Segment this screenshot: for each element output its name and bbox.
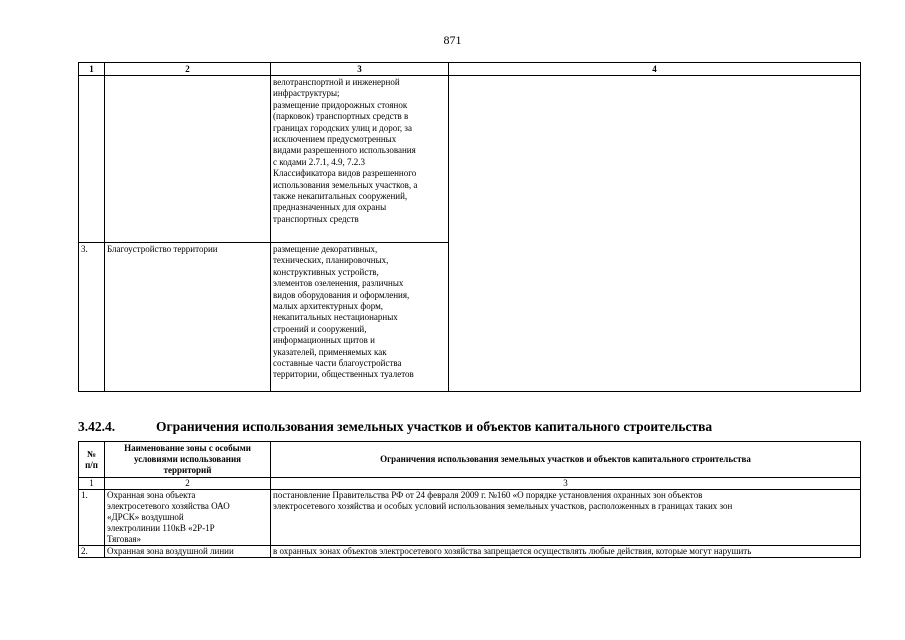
section-title: Ограничения использования земельных участков и объектов капитального строительства bbox=[156, 419, 713, 434]
header-restrictions: Ограничения использования земельных участков и объектов капитального строительства bbox=[271, 442, 861, 478]
column-number-row bbox=[79, 63, 861, 76]
zone-name: Охранная зона воздушной линии bbox=[105, 546, 271, 558]
column-number: 1 bbox=[79, 478, 105, 490]
table-row bbox=[79, 546, 861, 558]
column-number: 3 bbox=[271, 63, 449, 76]
column-number: 1 bbox=[79, 63, 105, 76]
page-number: 871 bbox=[443, 33, 462, 47]
header-number: № п/п bbox=[79, 442, 105, 478]
row-number: 1. bbox=[79, 490, 105, 546]
column-number-row bbox=[79, 478, 861, 490]
header-zone: Наименование зоны с особыми условиями использования территорий bbox=[105, 442, 271, 478]
land-use-table bbox=[78, 62, 861, 392]
use-type-description: размещение декоративных, технических, планировочных, конструктивных устройств, элементов озеленения, различных видов оборудования и оформления, малых архитектурных форм, некапитальных нестационарных строений и сооружений, информационных щитов и указателей, применяемых как составные части благоустройства территории, общественных туалетов bbox=[271, 243, 449, 392]
restriction-text: постановление Правительства РФ от 24 февраля 2009 г. №160 «О порядке установления охранных зон объектов электросетевого хозяйства и особых условий использования земельных участков, расположенных в границах таких зон bbox=[271, 490, 861, 546]
header-row bbox=[79, 442, 861, 478]
zone-name: Охранная зона объекта электросетевого хозяйства ОАО «ДРСК» воздушной электролинии 110кВ «2Р-1Р Тяговая» bbox=[105, 490, 271, 546]
restriction-text: в охранных зонах объектов электросетевого хозяйства запрещается осуществлять любые действия, которые могут нарушить bbox=[271, 546, 861, 558]
row-number: 2. bbox=[79, 546, 105, 558]
use-type-description: велотранспортной и инженерной инфраструктуры; размещение придорожных стоянок (парковок) транспортных средств в границах городских улиц и дорог, за исключением предусмотренных видами разрешенного использования с кодами 2.7.1, 4.9, 7.2.3 Классификатора видов разрешенного использования земельных участков, а также некапитальных сооружений, предназначенных для охраны транспортных средств bbox=[271, 76, 449, 243]
column-number: 4 bbox=[449, 63, 861, 76]
use-type-name: Благоустройство территории bbox=[105, 243, 271, 392]
notes-cell bbox=[449, 76, 861, 392]
section-heading bbox=[78, 419, 712, 435]
restrictions-table bbox=[78, 441, 861, 558]
column-number: 2 bbox=[105, 478, 271, 490]
row-number: 3. bbox=[79, 243, 105, 392]
table-row bbox=[79, 76, 861, 243]
table-row bbox=[79, 490, 861, 546]
column-number: 2 bbox=[105, 63, 271, 76]
row-number bbox=[79, 76, 105, 243]
section-number: 3.42.4. bbox=[78, 419, 116, 434]
column-number: 3 bbox=[271, 478, 861, 490]
use-type-name bbox=[105, 76, 271, 243]
